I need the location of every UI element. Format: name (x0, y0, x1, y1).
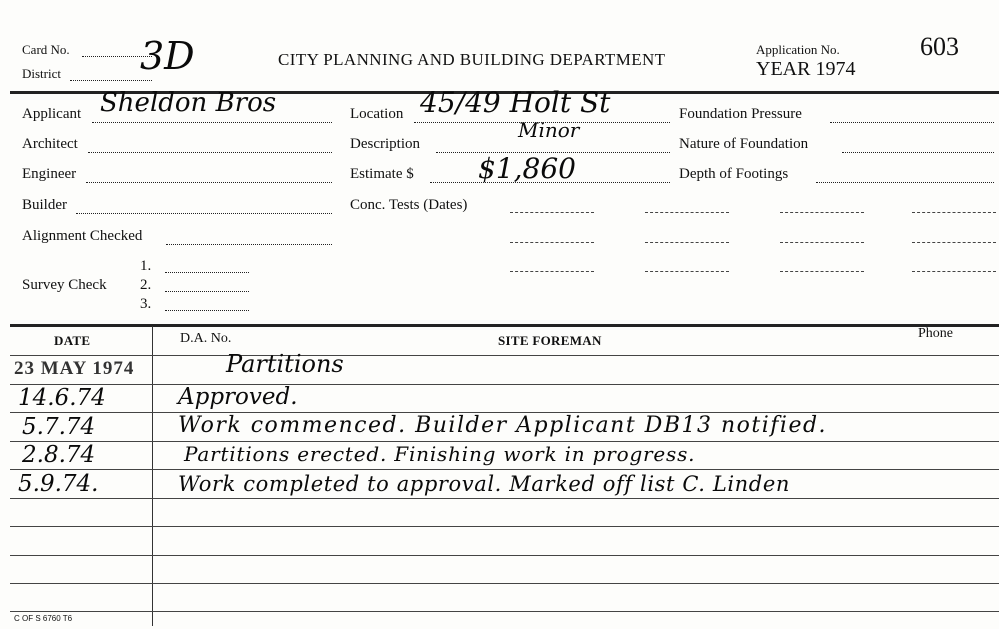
survey-line-2 (165, 291, 249, 292)
foundation-pressure-line (830, 122, 994, 123)
da-no-column-header: D.A. No. (180, 331, 232, 346)
alignment-checked-label: Alignment Checked (22, 228, 143, 244)
depth-of-footings-label: Depth of Footings (679, 166, 789, 182)
conc-test-line (912, 212, 996, 213)
log-entry: Partitions (226, 350, 344, 378)
survey-check-label: Survey Check (22, 277, 107, 293)
log-date: 5.7.74 (22, 414, 96, 440)
location-value: 45/49 Holt St (420, 86, 611, 119)
site-foreman-column-header: SITE FOREMAN (498, 333, 602, 348)
year-label: YEAR 1974 (756, 58, 856, 80)
conc-test-line (780, 212, 864, 213)
estimate-value: $1,860 (478, 152, 576, 185)
engineer-label: Engineer (22, 166, 77, 182)
depth-of-footings-line (816, 182, 994, 183)
applicant-line (92, 122, 332, 123)
log-rule (10, 526, 999, 527)
application-no-value: 603 (920, 32, 959, 61)
log-date: 5.9.74. (18, 471, 99, 497)
survey-num-3: 3. (140, 296, 152, 312)
conc-test-line (510, 212, 594, 213)
district-line (70, 80, 152, 81)
log-date: 2.8.74 (22, 442, 96, 468)
log-rule (10, 469, 999, 470)
log-rule (10, 555, 999, 556)
conc-test-line (780, 242, 864, 243)
applicant-label: Applicant (22, 106, 82, 122)
survey-line-1 (165, 272, 249, 273)
nature-of-foundation-label: Nature of Foundation (679, 136, 809, 152)
log-entry: Work commenced. Builder Applicant DB13 notified. (178, 413, 828, 438)
applicant-value: Sheldon Bros (100, 88, 277, 118)
log-date: 23 MAY 1974 (14, 358, 135, 379)
builder-line (76, 213, 332, 214)
conc-test-line (912, 271, 996, 272)
foundation-pressure-label: Foundation Pressure (679, 106, 802, 122)
conc-test-line (510, 242, 594, 243)
date-column-divider (152, 326, 153, 626)
alignment-line (166, 244, 332, 245)
application-no-label: Application No. (756, 42, 840, 57)
card-no-value: 3D (140, 34, 195, 78)
log-rule (10, 611, 999, 612)
log-rule (10, 498, 999, 499)
conc-test-line (645, 212, 729, 213)
date-column-header: DATE (54, 333, 91, 348)
log-entry: Approved. (178, 384, 298, 410)
log-rule (10, 384, 999, 385)
location-label: Location (350, 106, 404, 122)
phone-column-header: Phone (918, 326, 953, 341)
log-entry: Work completed to approval. Marked off list C. Linden (178, 472, 790, 496)
builder-label: Builder (22, 197, 67, 213)
architect-line (88, 152, 332, 153)
conc-test-line (510, 271, 594, 272)
survey-num-2: 2. (140, 277, 152, 293)
department-title: CITY PLANNING AND BUILDING DEPARTMENT (278, 50, 666, 69)
conc-tests-label: Conc. Tests (Dates) (350, 197, 468, 213)
log-entry: Partitions erected. Finishing work in progress. (184, 442, 696, 466)
architect-label: Architect (22, 136, 78, 152)
conc-test-line (645, 242, 729, 243)
description-label: Description (350, 136, 420, 152)
log-date: 14.6.74 (18, 385, 106, 411)
description-value: Minor (518, 118, 580, 142)
estimate-label: Estimate $ (350, 166, 414, 182)
log-top-divider (10, 324, 999, 327)
nature-of-foundation-line (842, 152, 994, 153)
conc-test-line (912, 242, 996, 243)
log-rule (10, 583, 999, 584)
form-code: C OF S 6760 T6 (14, 614, 73, 623)
survey-line-3 (165, 310, 249, 311)
survey-num-1: 1. (140, 258, 152, 274)
district-label: District (22, 66, 61, 81)
engineer-line (86, 182, 332, 183)
conc-test-line (645, 271, 729, 272)
card-no-label: Card No. (22, 42, 70, 57)
log-rule (10, 355, 999, 356)
conc-test-line (780, 271, 864, 272)
